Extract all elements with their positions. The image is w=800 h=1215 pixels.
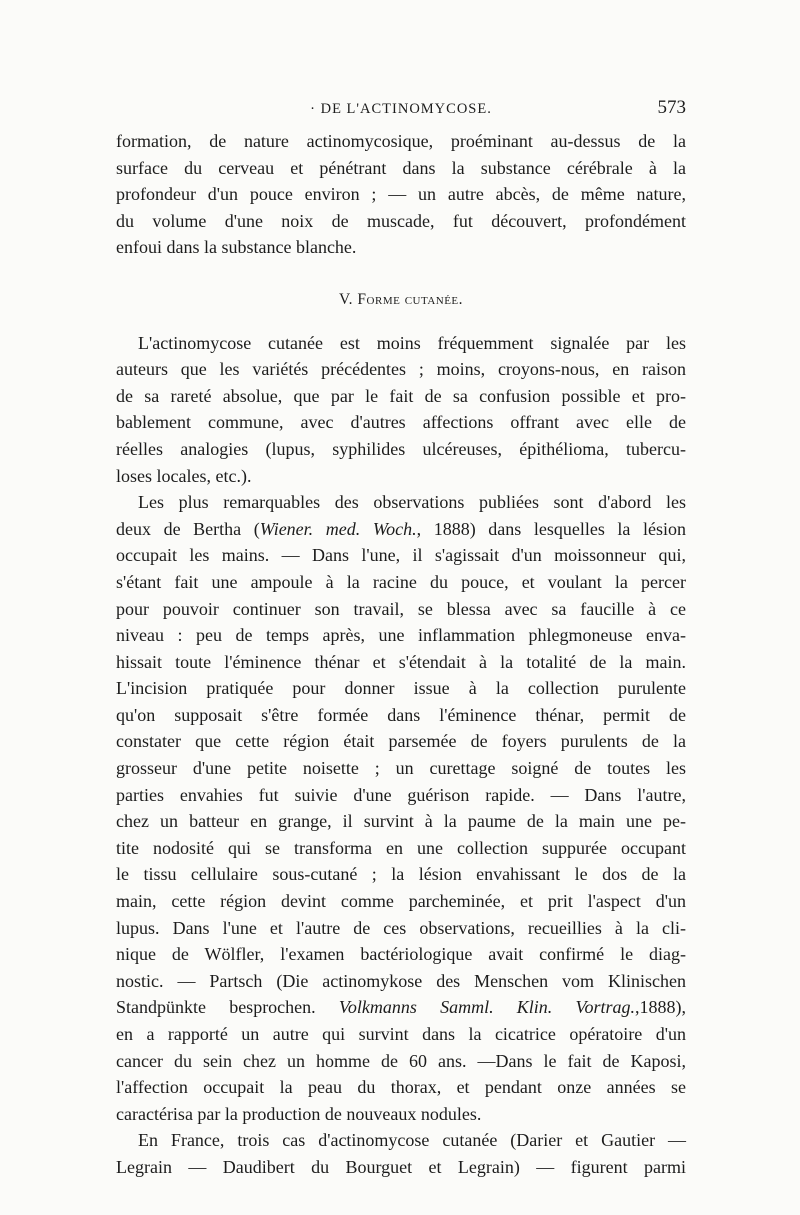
running-header: [116, 97, 686, 123]
page-number: 573: [657, 97, 686, 118]
text-line: parties envahies fut suivie d'une guérison rapide. — Dans l'autre,: [116, 784, 686, 805]
text-line: en a rapporté un autre qui survint dans la cicatrice opératoire d'un: [116, 1024, 686, 1044]
text-line: tite nodosité qui se transforma en une collection suppurée occupant: [116, 837, 686, 858]
text-line: En France, trois cas d'actinomycose cutanée (Darier et Gautier —: [138, 1130, 686, 1151]
text-line: loses locales, etc.).: [116, 465, 252, 486]
text-line: bablement commune, avec d'autres affections offrant avec elle de: [116, 412, 686, 433]
text-line: nique de Wölfler, l'examen bactériologique avait confirmé le diag-: [116, 944, 686, 965]
text-line: nostic. — Partsch (Die actinomykose des Menschen vom Klinischen: [116, 970, 686, 991]
journal-title: Volkmanns Samml. Klin. Vortrag.: [338, 997, 635, 1018]
text-line: profondeur d'un pouce environ ; — un autre abcès, de même nature,: [116, 184, 686, 205]
text-line: L'incision pratiquée pour donner issue à la collection purulente: [116, 678, 686, 699]
text-segment: deux de Bertha (: [116, 518, 260, 539]
journal-title: Wiener. med. Woch.: [259, 518, 417, 539]
text-line: qu'on supposait s'être formée dans l'éminence thénar, permit de: [116, 704, 686, 725]
text-line: l'affection occupait la peau du thorax, et pendant onze années se: [116, 1077, 686, 1098]
text-line: chez un batteur en grange, il survint à la paume de la main une pe-: [116, 811, 686, 832]
text-line: grosseur d'une petite noisette ; un curettage soigné de toutes les: [116, 758, 686, 779]
text-line: Legrain — Daudibert du Bourguet et Legrain) — figurent parmi: [116, 1156, 686, 1177]
text-line: [116, 516, 686, 543]
text-line: le tissu cellulaire sous-cutané ; la lésion envahissant le dos de la: [116, 864, 686, 885]
text-line: [116, 994, 686, 1021]
text-line: L'actinomycose cutanée est moins fréquemment signalée par les: [138, 332, 686, 353]
text-line: occupait les mains. — Dans l'une, il s'agissait d'un moissonneur qui,: [116, 545, 686, 566]
text-line: pour pouvoir continuer son travail, se blessa avec sa faucille à ce: [116, 598, 686, 619]
text-segment: , 1888) dans lesquelles la lésion: [416, 518, 686, 539]
text-line: cancer du sein chez un homme de 60 ans. —Dans le fait de Kaposi,: [116, 1050, 686, 1071]
text-line: de sa rareté absolue, que par le fait de sa confusion possible et pro-: [116, 385, 686, 406]
text-line: hissait toute l'éminence thénar et s'étendait à la totalité de la main.: [116, 651, 686, 672]
section-number: V.: [338, 290, 354, 308]
text-line: du volume d'une noix de muscade, fut découvert, profondément: [116, 210, 686, 231]
text-line: main, cette région devint comme parcheminée, et prit l'aspect d'un: [116, 891, 686, 912]
text-segment: ,1888),: [635, 997, 686, 1018]
text-line: auteurs que les variétés précédentes ; moins, croyons-nous, en raison: [116, 359, 686, 380]
running-title: · DE L'ACTINOMYCOSE.: [310, 101, 492, 117]
text-line: surface du cerveau et pénétrant dans la substance cérébrale à la: [116, 157, 686, 178]
text-line: formation, de nature actinomycosique, proéminant au-dessus de la: [116, 131, 686, 151]
text-line: Les plus remarquables des observations publiées sont d'abord les: [138, 492, 686, 513]
text-segment: Standpünkte besprochen.: [116, 997, 339, 1018]
text-line: constater que cette région était parsemée de foyers purulents de la: [116, 731, 686, 752]
body-text: [116, 128, 686, 1181]
text-line: caractérisa par la production de nouveaux nodules.: [116, 1103, 482, 1124]
section-title: Forme cutanée.: [357, 290, 464, 308]
text-line: réelles analogies (lupus, syphilides ulcéreuses, épithélioma, tubercu-: [116, 438, 686, 459]
text-line: enfoui dans la substance blanche.: [116, 237, 357, 258]
text-line: lupus. Dans l'une et l'autre de ces observations, recueillies à la cli-: [116, 917, 686, 938]
section-heading: [116, 287, 686, 314]
text-line: s'étant fait une ampoule à la racine du pouce, et voulant la percer: [116, 571, 686, 592]
text-line: niveau : peu de temps après, une inflammation phlegmoneuse enva-: [116, 625, 686, 646]
